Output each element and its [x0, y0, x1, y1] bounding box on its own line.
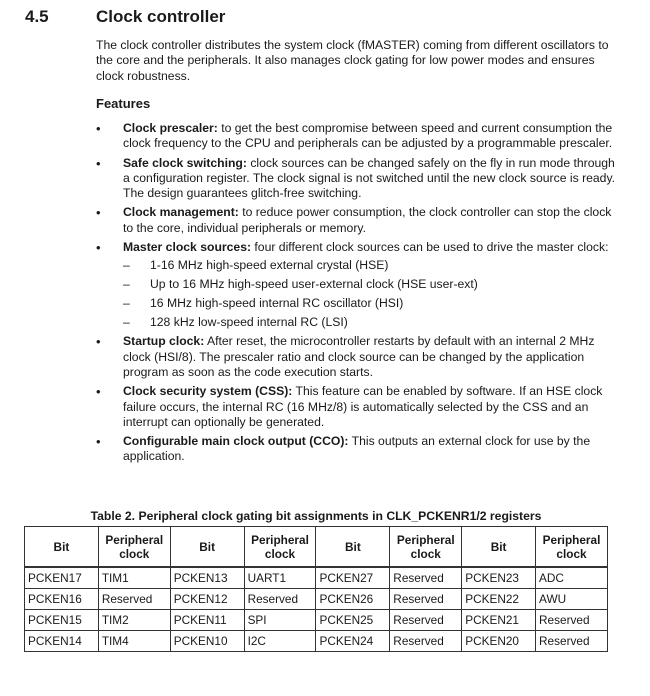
column-header: Bit [25, 527, 99, 568]
table-cell: PCKEN26 [316, 589, 390, 610]
feature-item [96, 205, 616, 236]
table-row [25, 631, 608, 652]
table-cell: PCKEN13 [170, 567, 244, 589]
table-cell: PCKEN23 [462, 567, 536, 589]
table-cell: PCKEN22 [462, 589, 536, 610]
table-cell: Reserved [390, 567, 462, 589]
table-cell: TIM2 [98, 610, 170, 631]
feature-text: This feature can be enabled by software. If an HSE clock failure occurs, the internal RC (16 MHz/8) is automatically selected by the CSS and an interrupt can optionally be generated. [123, 384, 603, 429]
table-cell: Reserved [536, 610, 608, 631]
column-header: Peripheral clock [536, 527, 608, 568]
feature-label: Safe clock switching: [123, 155, 247, 170]
table-cell: PCKEN10 [170, 631, 244, 652]
feature-item [96, 121, 616, 152]
features-list [96, 121, 616, 469]
table-cell: Reserved [390, 589, 462, 610]
table-row [25, 567, 608, 589]
table-cell: Reserved [390, 631, 462, 652]
feature-label: Clock prescaler: [123, 121, 218, 135]
column-header: Peripheral clock [98, 527, 170, 568]
table-cell: PCKEN11 [170, 610, 244, 631]
column-header: Peripheral clock [244, 527, 316, 568]
table-cell: PCKEN24 [316, 631, 390, 652]
table-row [25, 610, 608, 631]
feature-item [96, 334, 616, 380]
column-header: Peripheral clock [390, 527, 462, 568]
table-cell: PCKEN15 [25, 610, 99, 631]
feature-text: to get the best compromise between speed and current consumption the clock frequency to the CPU and peripherals can be adjusted by a programmable prescaler. [123, 121, 613, 151]
table-cell: I2C [244, 631, 316, 652]
table-cell: Reserved [536, 631, 608, 652]
table-header-row [25, 527, 608, 568]
feature-label: Clock security system (CSS): [123, 384, 293, 399]
feature-item [96, 384, 616, 430]
feature-text: This outputs an external clock for use by the application. [123, 434, 591, 464]
section-number: 4.5 [25, 7, 49, 26]
feature-text: four different clock sources can be used to drive the master clock: [251, 240, 609, 255]
table-cell: PCKEN27 [316, 567, 390, 589]
table-cell: PCKEN12 [170, 589, 244, 610]
table-cell: TIM1 [98, 567, 170, 589]
table-cell: ADC [536, 567, 608, 589]
feature-label: Clock management: [123, 205, 239, 220]
section-title: Clock controller [96, 7, 226, 26]
clock-source-item: – Up to 16 MHz high-speed user-external clock (HSE user-ext) [123, 277, 616, 292]
table-cell: TIM4 [98, 631, 170, 652]
feature-item [96, 434, 616, 465]
table-cell: PCKEN17 [25, 567, 99, 589]
table-cell: PCKEN25 [316, 610, 390, 631]
column-header: Bit [316, 527, 390, 568]
table-cell: Reserved [98, 589, 170, 610]
clock-source-item: – 16 MHz high-speed internal RC oscillator (HSI) [123, 296, 616, 311]
column-header: Bit [462, 527, 536, 568]
feature-label: Startup clock: [123, 334, 205, 349]
clock-source-item: – 128 kHz low-speed internal RC (LSI) [123, 315, 616, 330]
intro-paragraph: The clock controller distributes the system clock (fMASTER) coming from different oscillators to the core and the peripherals. It also manages clock gating for low power modes and ensures clock robustness. [96, 38, 609, 83]
table-cell: AWU [536, 589, 608, 610]
table-row [25, 589, 608, 610]
table-cell: PCKEN14 [25, 631, 99, 652]
table-cell: PCKEN20 [462, 631, 536, 652]
feature-label: Configurable main clock output (CCO): [123, 434, 349, 449]
table-cell: Reserved [244, 589, 316, 610]
feature-text: After reset, the microcontroller restarts by default with an internal 2 MHz clock (HSI/8). The prescaler ratio and clock source can be changed by the application program as soon as the code execution starts. [123, 334, 595, 379]
feature-item [96, 156, 616, 202]
column-header: Bit [170, 527, 244, 568]
table-cell: PCKEN16 [25, 589, 99, 610]
table-caption: Table 2. Peripheral clock gating bit assignments in CLK_PCKENR1/2 registers [90, 509, 542, 523]
clock-sources-list [123, 258, 616, 330]
feature-text: clock sources can be changed safely on the fly in run mode through a configuration register. The clock signal is not switched until the new clock source is ready. The design guarantees glitch-free switching. [123, 155, 616, 201]
feature-label: Master clock sources: [123, 240, 252, 255]
clock-gating-table [24, 526, 608, 652]
table-cell: Reserved [390, 610, 462, 631]
table-cell: SPI [244, 610, 316, 631]
table-cell: PCKEN21 [462, 610, 536, 631]
table-cell: UART1 [244, 567, 316, 589]
clock-source-item: – 1-16 MHz high-speed external crystal (HSE) [123, 258, 616, 273]
feature-text: to reduce power consumption, the clock controller can stop the clock to the core, individual peripherals or memory. [123, 205, 612, 235]
feature-item [96, 240, 616, 330]
features-heading: Features [96, 96, 151, 111]
